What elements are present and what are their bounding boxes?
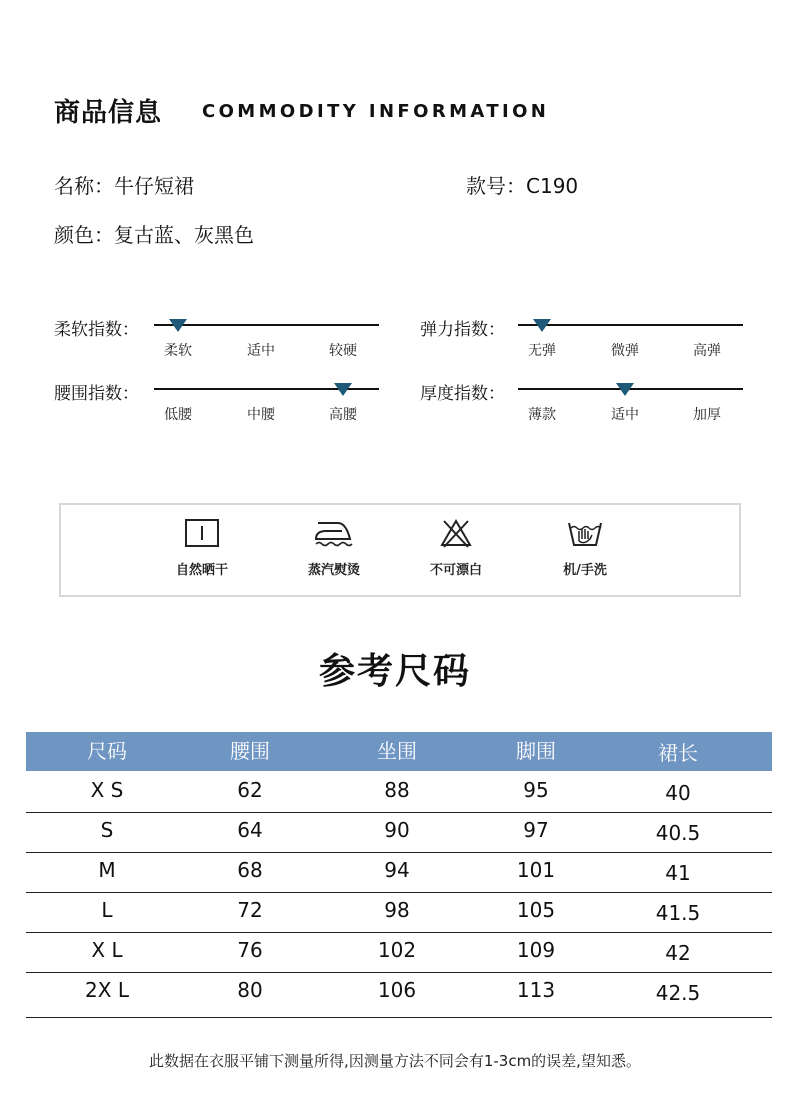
softness-index-scale [154, 324, 379, 326]
care-item-steam-iron [284, 517, 384, 578]
table-cell: 113 [516, 978, 556, 1002]
table-cell: 95 [523, 778, 549, 802]
product-name: 名称：牛仔短裙 [54, 174, 194, 198]
table-cell: S [100, 818, 114, 842]
product-colors: 颜色：复古蓝、灰黑色 [54, 223, 254, 247]
table-row-divider [26, 812, 772, 813]
size-table-header [26, 732, 772, 771]
table-cell: 62 [237, 778, 263, 802]
size-chart-title: 参考尺码 [318, 651, 471, 692]
machine-hand-wash-icon [566, 517, 604, 549]
table-cell: 64 [237, 818, 263, 842]
elasticity-option-3: 高弹 [693, 343, 721, 359]
table-cell: 94 [384, 858, 410, 882]
table-cell: 105 [516, 898, 556, 922]
header-hip: 坐围 [377, 739, 417, 763]
thickness-option-2: 适中 [611, 407, 639, 423]
table-cell: 88 [384, 778, 410, 802]
thickness-option-1: 薄款 [528, 407, 556, 423]
table-row-divider [26, 852, 772, 853]
table-cell: X S [90, 778, 124, 802]
table-row-divider [26, 892, 772, 893]
care-label: 机/手洗 [563, 563, 607, 578]
line-dry-icon [184, 517, 220, 549]
table-cell: 68 [237, 858, 263, 882]
care-label: 自然晒干 [175, 563, 228, 578]
measurement-note: 此数据在衣服平铺下测量所得,因测量方法不同会有1-3cm的误差,望知悉。 [149, 1052, 641, 1070]
table-cell: 42.5 [655, 981, 701, 1005]
softness-option-3: 较硬 [329, 343, 357, 359]
header-hem: 脚围 [516, 739, 556, 763]
table-cell: 2X L [85, 978, 129, 1002]
thickness-index-marker [616, 383, 634, 396]
header-waist: 腰围 [230, 739, 270, 763]
care-item-machine-hand-wash [535, 517, 635, 578]
table-row-divider [26, 1017, 772, 1018]
table-cell: 80 [237, 978, 263, 1002]
table-cell: 40 [665, 781, 691, 805]
table-cell: 97 [523, 818, 549, 842]
table-cell: 40.5 [655, 821, 701, 845]
table-cell: 90 [384, 818, 410, 842]
elasticity-index-scale [518, 324, 743, 326]
waist-option-2: 中腰 [247, 407, 275, 423]
table-cell: 41.5 [655, 901, 701, 925]
softness-option-2: 适中 [247, 343, 275, 359]
table-cell: X L [91, 938, 123, 962]
softness-option-1: 柔软 [164, 343, 192, 359]
table-cell: M [98, 858, 116, 882]
table-cell: L [101, 898, 113, 922]
waist-index-label: 腰围指数： [54, 384, 139, 404]
table-cell: 109 [516, 938, 556, 962]
table-cell: 101 [516, 858, 556, 882]
softness-index-label: 柔软指数： [54, 320, 139, 340]
section-title-cn: 商品信息 [54, 98, 163, 128]
care-item-no-bleach [406, 517, 506, 578]
table-cell: 41 [665, 861, 691, 885]
care-label: 蒸汽熨烫 [307, 563, 360, 578]
elasticity-option-2: 微弹 [611, 343, 639, 359]
section-title-en: COMMODITY INFORMATION [202, 101, 550, 122]
table-row-divider [26, 972, 772, 973]
product-style-number: 款号：C190 [466, 174, 579, 198]
table-cell: 102 [377, 938, 417, 962]
table-cell: 98 [384, 898, 410, 922]
steam-iron-icon [312, 517, 356, 549]
elasticity-index-marker [533, 319, 551, 332]
waist-index-marker [334, 383, 352, 396]
care-item-line-dry [152, 517, 252, 578]
elasticity-option-1: 无弹 [528, 343, 556, 359]
care-label: 不可漂白 [429, 563, 482, 578]
table-row-divider [26, 932, 772, 933]
table-cell: 42 [665, 941, 691, 965]
waist-option-1: 低腰 [164, 407, 192, 423]
thickness-index-label: 厚度指数： [420, 384, 505, 404]
thickness-option-3: 加厚 [693, 407, 721, 423]
header-size: 尺码 [87, 739, 127, 763]
no-bleach-icon [438, 517, 474, 549]
softness-index-marker [169, 319, 187, 332]
elasticity-index-label: 弹力指数： [420, 320, 505, 340]
table-cell: 76 [237, 938, 263, 962]
table-cell: 72 [237, 898, 263, 922]
table-cell: 106 [377, 978, 417, 1002]
waist-option-3: 高腰 [329, 407, 357, 423]
header-skirt-length: 裙长 [658, 741, 698, 765]
